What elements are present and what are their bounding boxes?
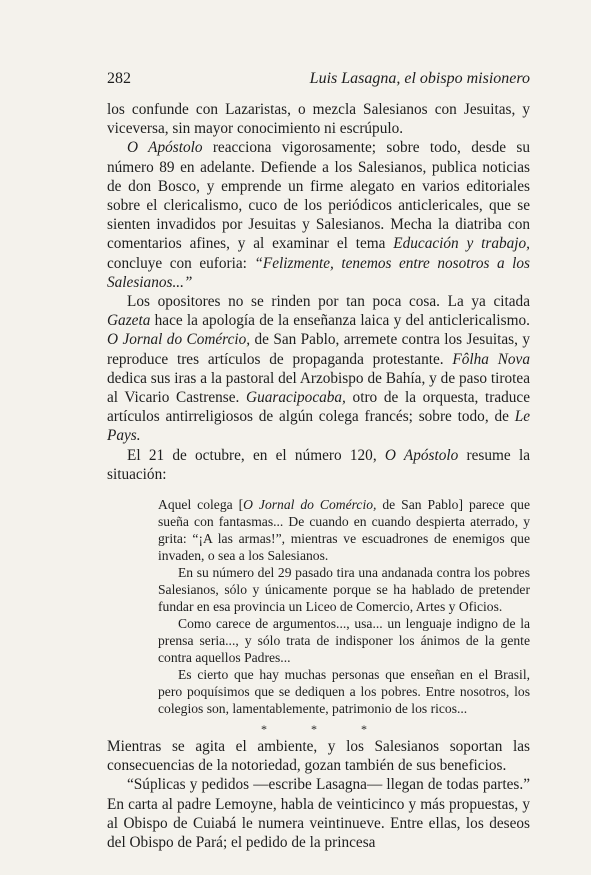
newspaper-title: Fôlha Nova: [452, 350, 530, 368]
quote-text: de San Pablo] parece que sueña con fantasmas... De cuando en cuando despierta aterrado, y grita: “¡A las armas!”, mientras ve escuadrones de enemigos que invaden, o sea a los Salesianos.: [158, 497, 530, 564]
paragraph-1-text: los confunde con Lazaristas, o mezcla Salesianos con Jesuitas, y viceversa, sin mayor conocimiento ni escrúpulo.: [107, 101, 530, 138]
separator-star: *: [261, 722, 267, 737]
paragraph-1: [107, 100, 530, 138]
paragraph-2: [107, 138, 530, 292]
paragraph-text: El 21 de octubre, en el número 120,: [127, 446, 385, 464]
topic-title: Educación y trabajo,: [393, 235, 530, 253]
paragraph-text: reacciona vigorosamente; sobre todo, desde su número 89 en adelante. Defiende a los Salesianos, publica noticias de don Bosco, y emprende un firme alegato en varios editoriales sobre el clericalismo, cuco de los periódicos anticlericales, que se sienten invadidos por Jesuitas y Salesianos. Mecha la diatriba con comentarios afines, y al examinar el tema: [107, 139, 530, 253]
quotation: “Felizmente, tenemos entre nosotros a los Salesianos...”: [107, 254, 530, 291]
running-title: Luis Lasagna, el obispo misionero: [309, 70, 530, 87]
paragraph-text: resume la situación:: [107, 446, 530, 483]
paragraph-text: de San Pablo, arremete contra los Jesuitas, y reproduce tres artículos de propaganda protestante.: [107, 331, 530, 368]
paragraph-text: concluye con euforia:: [107, 254, 255, 272]
paragraph-text: hace la apología de la enseñanza laica y del anticlericalismo.: [150, 312, 530, 330]
newspaper-title: Le Pays.: [107, 408, 530, 445]
paragraph-4: [107, 446, 530, 484]
newspaper-title: Guaracipocaba,: [246, 389, 346, 407]
newspaper-title: O Jornal do Comércio,: [243, 497, 377, 513]
paragraph-text: dedica sus iras a la pastoral del Arzobispo de Bahía, y de paso tirotea al Vicario Castrense.: [107, 369, 530, 407]
newspaper-title: O Jornal do Comércio,: [107, 331, 251, 349]
newspaper-title: Gazeta: [107, 312, 151, 330]
paragraph-text: Los opositores no se rinden por tan poca cosa. La ya citada: [127, 293, 530, 311]
quote-paragraph-1: [158, 496, 530, 564]
page-number: 282: [107, 70, 131, 87]
separator-star: *: [311, 722, 317, 737]
quote-paragraph-2: En su número del 29 pasado tira una andanada contra los pobres Salesianos, sólo y únicamente porque se ha hablado de pretender fundar en esa provincia un Liceo de Comercio, Artes y Oficios.: [158, 565, 530, 615]
newspaper-title: O Apóstolo: [127, 139, 203, 157]
page-body: [107, 100, 530, 852]
newspaper-title: O Apóstolo: [384, 446, 459, 464]
paragraph-5: Mientras se agita el ambiente, y los Salesianos soportan las consecuencias de la notoriedad, gozan también de sus beneficios.: [107, 738, 530, 775]
paragraph-text: otro de la orquesta, traduce artículos antirreligiosos de algún colega francés; sobre todo, de: [107, 389, 530, 426]
quote-text: Aquel colega [: [158, 497, 244, 513]
paragraph-3: [107, 292, 530, 446]
section-separator: [107, 721, 530, 737]
paragraph-6: “Súplicas y pedidos —escribe Lasagna— llegan de todas partes.” En carta al padre Lemoyne, habla de veinticinco y más propuestas, y al Obispo de Cuiabá le numera veintinueve. Entre ellas, los deseos del Obispo de Pará; el pedido de la princesa: [107, 776, 530, 852]
separator-star: *: [361, 722, 367, 737]
block-quote: [158, 496, 530, 717]
quote-paragraph-4: Es cierto que hay muchas personas que enseñan en el Brasil, pero poquísimos que se dediquen a los pobres. Entre nosotros, los colegios son, lamentablemente, patrimonio de los ricos...: [158, 667, 530, 717]
quote-paragraph-3: Como carece de argumentos..., usa... un lenguaje indigno de la prensa seria..., y sólo trata de indisponer los ánimos de la gente contra aquellos Padres...: [158, 616, 530, 666]
